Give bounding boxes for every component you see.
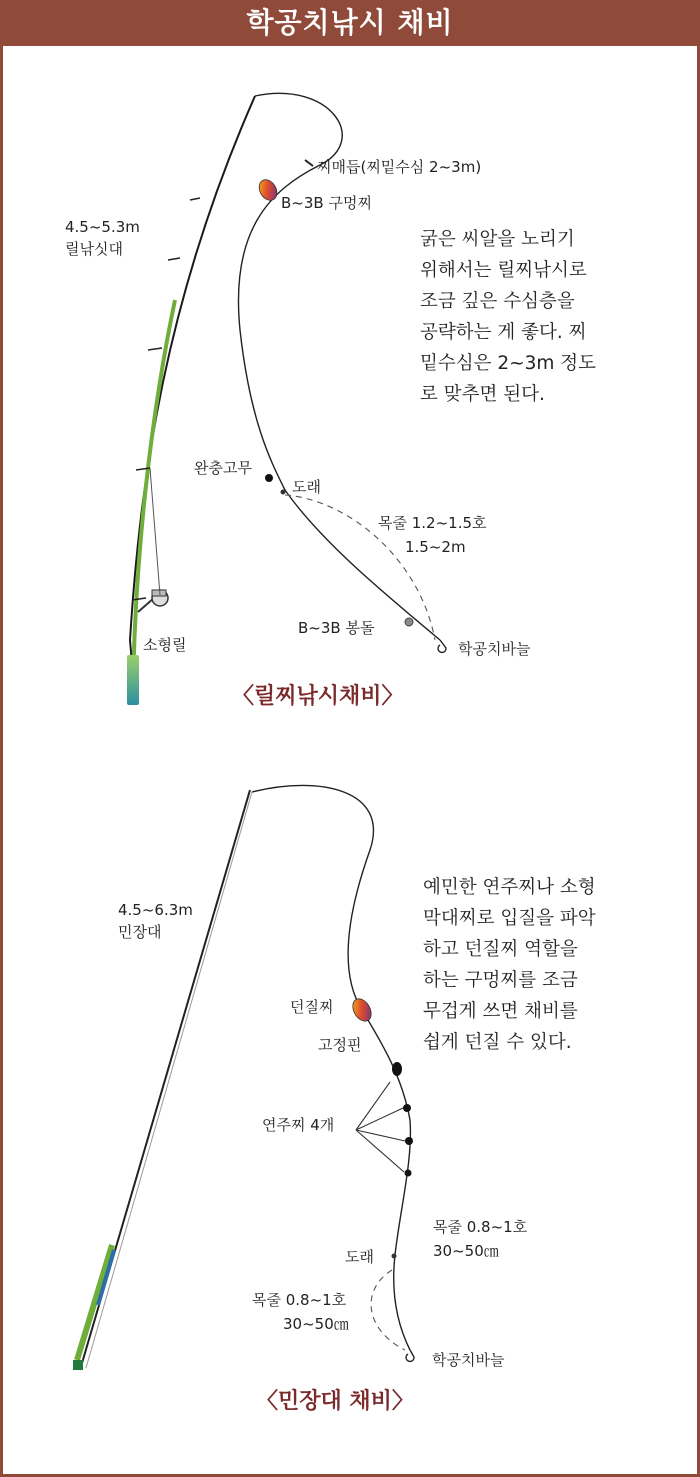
pole-leader-right-length: 30~50㎝ [433, 1242, 499, 1260]
cushion-rubber-icon [265, 474, 273, 482]
pole-swivel-icon [392, 1254, 397, 1259]
reel-rig [65, 93, 596, 709]
pole-leader-left-length: 30~50㎝ [283, 1315, 349, 1333]
pole-rod-type-label: 민장대 [118, 923, 162, 941]
reel-desc-line-5: 밑수심은 2~3m 정도 [420, 353, 597, 374]
pole-rig-caption: 〈민장대 채비〉 [256, 1389, 414, 1414]
reel-rig-caption: 〈릴찌낚시채비〉 [232, 684, 404, 709]
reel-label: 소형릴 [143, 636, 187, 654]
title-banner: 학공치낚시 채비 [0, 0, 700, 46]
reel-float-label: B~3B 구멍찌 [281, 194, 372, 212]
bead-float-icon [403, 1104, 411, 1112]
pole-rig [73, 785, 596, 1414]
pole-hook-label: 학공치바늘 [432, 1351, 505, 1369]
bead-pointer-lines [356, 1082, 405, 1172]
pole-leader-left-label: 목줄 0.8~1호 [252, 1291, 347, 1309]
bead-float-icon [405, 1137, 413, 1145]
cast-float-icon [349, 996, 375, 1025]
reel-rod-length-label: 4.5~5.3m [65, 218, 140, 236]
stopper-label: 고정핀 [318, 1036, 362, 1054]
reel-leader-length-label: 1.5~2m [405, 538, 466, 556]
pole-desc-line-1: 예민한 연주찌나 소형 [423, 877, 596, 898]
pole-desc-line-4: 하는 구멍찌를 조금 [423, 970, 578, 991]
cushion-label: 완충고무 [194, 459, 252, 477]
reel-desc-line-1: 굵은 씨알을 노리기 [420, 229, 575, 250]
reel-desc-line-4: 공략하는 게 좋다. 찌 [420, 322, 587, 343]
swivel-icon [281, 490, 286, 495]
bead-float-icon [405, 1170, 412, 1177]
sinker-label: B~3B 봉돌 [298, 619, 375, 637]
pole-leader-right-label: 목줄 0.8~1호 [433, 1218, 528, 1236]
reel-leader-label: 목줄 1.2~1.5호 [378, 514, 487, 532]
reel-hook-icon [438, 640, 446, 652]
pole-rod-butt [73, 1360, 83, 1370]
reel-rod-type-label: 릴낚싯대 [65, 240, 123, 258]
float-depth-label: 찌매듭(찌밑수심 2~3m) [317, 158, 482, 176]
reel-desc-line-2: 위해서는 릴찌낚시로 [420, 260, 587, 281]
float-stopper-knot [305, 160, 313, 166]
pole-rod-length-label: 4.5~6.3m [118, 901, 193, 919]
reel-rod [130, 96, 255, 700]
pole-desc-line-6: 쉽게 던질 수 있다. [423, 1032, 572, 1053]
pole-desc-line-5: 무겁게 쓰면 채비를 [423, 1001, 578, 1022]
pole-main-line [252, 785, 410, 1350]
reel-desc-line-3: 조금 깊은 수심층을 [420, 291, 575, 312]
bead-floats-label: 연주찌 4개 [262, 1116, 335, 1134]
reel-swivel-label: 도래 [292, 478, 321, 496]
pole-hook-icon [406, 1350, 414, 1361]
pole-desc-line-3: 하고 던질찌 역할을 [423, 939, 578, 960]
stopper-pin-icon [392, 1062, 402, 1076]
sinker-icon [405, 618, 413, 626]
cast-float-label: 던질찌 [290, 998, 334, 1016]
pole-rod-green [77, 1245, 112, 1360]
pole-swivel-label: 도래 [345, 1248, 374, 1266]
small-reel-icon [138, 590, 168, 612]
reel-float-icon [256, 176, 281, 203]
reel-hook-label: 학공치바늘 [458, 640, 531, 658]
pole-desc-line-2: 막대찌로 입질을 파악 [423, 908, 596, 929]
pole-rod-inner [86, 792, 252, 1368]
reel-desc-line-6: 로 맞추면 된다. [420, 384, 545, 405]
reel-rod-handle [127, 655, 139, 705]
pole-leader-dashed [371, 1270, 405, 1350]
